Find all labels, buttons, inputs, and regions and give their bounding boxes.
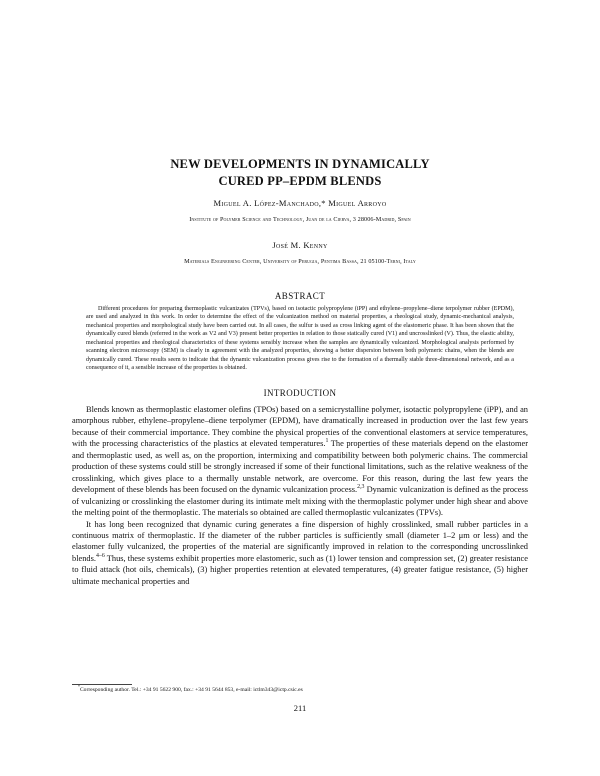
affiliation-2: Materials Engineering Center, University of Perugia, Pentima Bassa, 21 05100-Terni, Italy xyxy=(184,258,416,265)
paragraph-2 xyxy=(72,519,528,588)
author-line-1: Miguel A. López-Manchado,* Miguel Arroyo xyxy=(213,198,387,208)
footnote-text: Corresponding author. Tel.: +34 91 5622 900, fax.: +34 91 5644 853, e-mail: ictlm343@ictp.csic.es xyxy=(79,687,303,693)
abstract-text: Different procedures for preparing thermoplastic vulcanizates (TPVs), based on isotactic polypropylene (iPP) and ethylene–propylene–diene terpolymer rubber (EPDM), are used and analyzed in this work. In order to determine the effect of the vulcanization method on material properties, a rheological study, dynamic-mechanical analysis, mechanical properties and morphological study have been carried out. In all cases, the sulfur is used as cross linking agent of the elastomeric phase. It has been shown that the dynamically cured blends (referred in the work as V2 and V3) present better properties in relation to those statically cured (V1) and uncrosslinked (V). Thus, the elastic ability, mechanical properties and rheological characteristics of these systems sensibly increase when the samples are dynamically vulcanized. Morphological analysis performed by scanning electron microscopy (SEM) is clearly in agreement with the analyzed properties, showing a better dispersion between both polymeric chains, when the blends are dynamically cured. These results seem to indicate that the dynamic vulcanization process gives rise to the formation of a thermally stable three-dimensional network, and as a consequence of it, a sensible increase of the properties is obtained. xyxy=(86,306,514,372)
abstract-heading: ABSTRACT xyxy=(274,291,326,301)
para1-part-a: Blends known as thermoplastic elastomer olefins (TPOs) based on a semicrystalline polymer, isotactic polypropylene (iPP), and an amorphous rubber, ethylene–propylene–diene terpolymer (EPDM), have dramatically increased in production over the last few years because of their commercial importance. They combine the physical properties of the conventional elastomers at service temperatures, with the processing characteristics of the plastics at elevated temperatures. xyxy=(72,405,528,449)
para2-part-b: Thus, these systems exhibit properties more elastomeric, such as (1) lower tension and compression set, (2) greater resistance to fluid attack (hot oils, chemicals), (3) higher properties retention at elevated temperatures, (4) greater fatigue resistance, (5) higher ultimate mechanical properties and xyxy=(72,553,528,586)
paper-title xyxy=(72,156,528,190)
reference-1: 1 xyxy=(325,438,329,445)
page-number: 211 xyxy=(293,703,307,713)
footnote xyxy=(78,687,303,693)
title-line-2: CURED PP–EPDM BLENDS xyxy=(218,174,382,188)
author-line-2: José M. Kenny xyxy=(272,240,328,250)
footnote-mark: * xyxy=(78,685,80,690)
body-text xyxy=(72,404,528,587)
affiliation-1: Institute of Polymer Science and Technology, Juan de la Cierva, 3 28006-Madrid, Spain xyxy=(189,216,411,223)
title-line-1: NEW DEVELOPMENTS IN DYNAMICALLY xyxy=(170,157,430,171)
para1-part-c: Dynamic vulcanization is defined as the process of vulcanizing or crosslinking the elastomer during its intimate melt mixing with the thermoplastic polymer under high shear and above the melting point of the thermoplastic. The materials so obtained are called thermoplastic vulcanizates (TPVs). xyxy=(72,485,528,518)
para1-part-b: The properties of these materials depend on the elastomer and thermoplastic used, as well as, on the proportion, intermixing and compatibility between both polymeric chains. The commercial production of these systems could still be strongly increased if some of their functional limitations, such as the relative weakness of the crosslinking, which gives place to a thermally unstable network, are overcome. For this reason, during the last few years the development of these blends has been focused on the dynamic vulcanization process. xyxy=(72,439,528,495)
paper-page xyxy=(72,0,528,776)
para2-part-a: It has long been recognized that dynamic curing generates a fine dispersion of highly crosslinked, small rubber particles in a continuous matrix of thermoplastic. If the diameter of the rubber particles is sufficiently small (diameter 1–2 μm or less) and the elastomer fully vulcanized, the properties of the material are significantly improved in relation to the corresponding uncrosslinked blends. xyxy=(72,519,528,563)
introduction-heading: INTRODUCTION xyxy=(263,388,337,398)
reference-4-6: 4–6 xyxy=(95,553,105,560)
reference-2-3: 2,3 xyxy=(357,484,365,491)
footnote-rule xyxy=(72,684,132,685)
paragraph-1 xyxy=(72,404,528,519)
